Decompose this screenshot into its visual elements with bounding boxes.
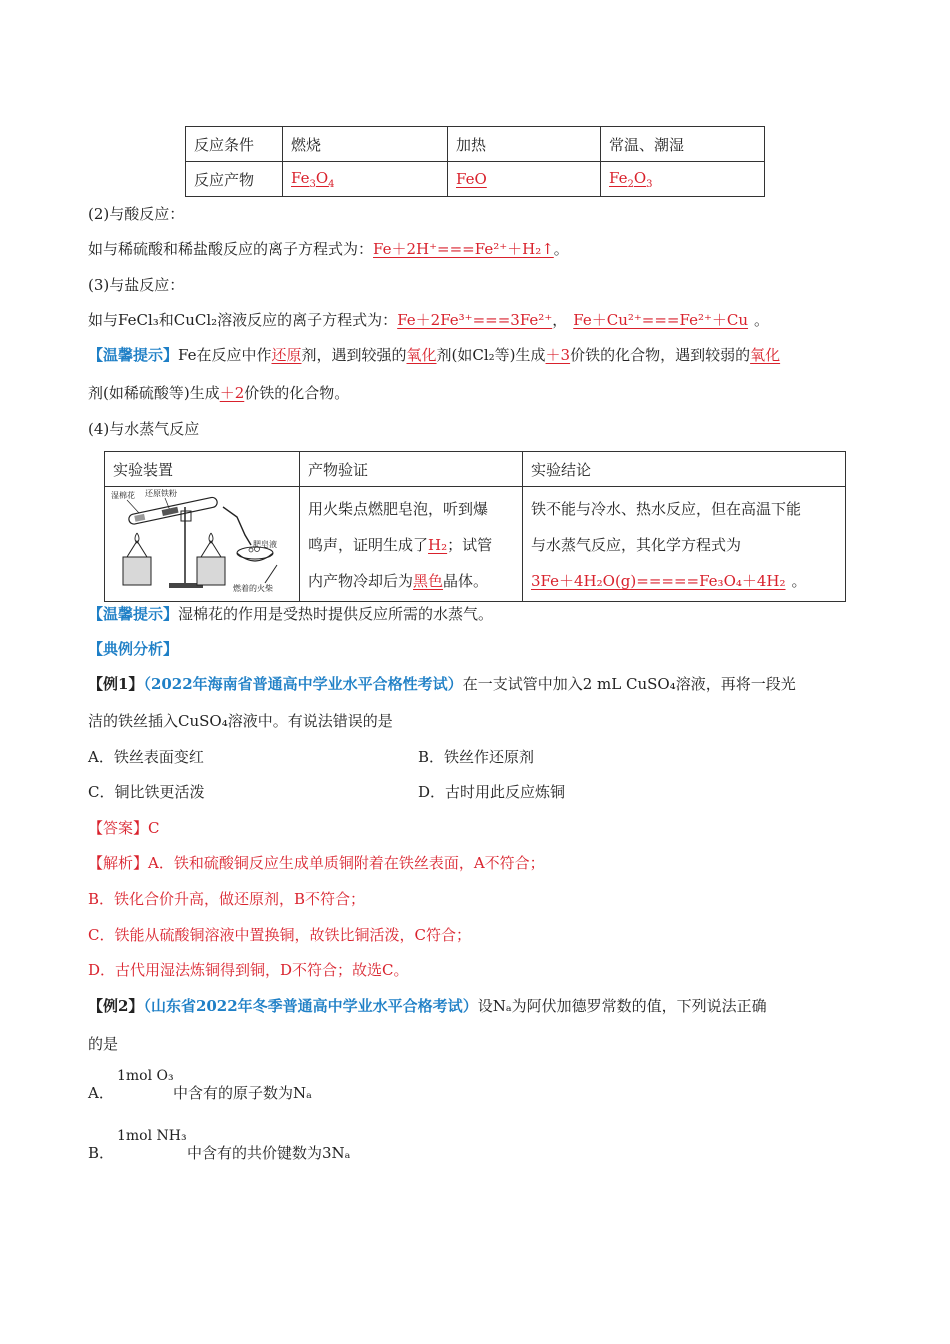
example-source: （山东省2022年冬季普通高中学业水平合格考试）	[143, 997, 478, 1015]
apparatus-figure-cell	[105, 487, 300, 602]
table-cell: 燃烧	[283, 127, 448, 162]
acid-text: 如与稀硫酸和稀盐酸反应的离子方程式为：	[88, 240, 374, 258]
figure-label: 还原铁粉	[145, 489, 177, 498]
product-verification-cell	[300, 487, 523, 602]
ex1-option-d: D．古时用此反应炼铜	[418, 783, 566, 801]
tip-text: 剂(如稀硫酸等)生成	[88, 384, 220, 402]
ex2-option-a-formula: 1mol O₃	[117, 1068, 174, 1084]
explanation-text: A．铁和硫酸铜反应生成单质铜附着在铁丝表面，A不符合；	[148, 854, 545, 872]
table-header: 产物验证	[300, 452, 523, 487]
salt-eq2: Fe＋Cu²⁺===Fe²⁺＋Cu	[573, 311, 749, 329]
steam-apparatus-figure	[105, 487, 299, 597]
table-cell: 反应产物	[186, 162, 283, 197]
tip-text: 剂(如Cl₂等)生成	[436, 346, 546, 364]
answer-value: C	[148, 819, 160, 837]
example-label: 【例2】	[88, 997, 144, 1015]
verify-line	[308, 563, 514, 599]
analysis-heading: 【典例分析】	[88, 640, 179, 658]
steam-experiment-table	[104, 451, 846, 602]
example-label: 【例1】	[88, 675, 144, 693]
ex2-option-a-text: 中含有的原子数为Nₐ	[173, 1084, 312, 1102]
product-fe3o4: $Fe_3O_4$	[283, 162, 448, 197]
ex1-explanation-3: C．铁能从硫酸铜溶液中置换铜，故铁比铜活泼，C符合；	[88, 926, 471, 944]
ex2-option-b-letter: B．	[88, 1144, 115, 1162]
ex1-answer	[88, 817, 160, 838]
verify-text: 内产物冷却后为	[308, 572, 414, 590]
salt-heading: (3)与盐反应：	[88, 276, 185, 294]
tip-answer: 氧化	[750, 346, 781, 364]
conclusion-line: 铁不能与冷水、热水反应，但在高温下能	[531, 500, 802, 518]
ex2-option-a-letter: A．	[88, 1084, 114, 1102]
verify-answer-black: 黑色	[413, 572, 444, 590]
table-header: 实验结论	[523, 452, 846, 487]
salt-line	[88, 309, 769, 330]
tip-answer: ＋3	[545, 346, 571, 364]
product-feo: FeO	[448, 162, 601, 197]
tip-text: 价铁的化合物，遇到较弱的	[570, 346, 751, 364]
period: 。	[553, 240, 569, 258]
table-cell: 加热	[448, 127, 601, 162]
verify-line	[308, 527, 514, 563]
tip1-line1	[88, 344, 780, 365]
verify-line: 用火柴点燃肥皂泡，听到爆	[308, 500, 489, 518]
verify-text: 晶体。	[443, 572, 489, 590]
verify-text: ；试管	[447, 536, 493, 554]
reaction-conditions-table	[185, 126, 765, 197]
period: 。	[791, 572, 807, 590]
table-cell: 反应条件	[186, 127, 283, 162]
period: 。	[754, 311, 770, 329]
ex1-explanation-4: D．古代用湿法炼铜得到铜，D不符合；故选C。	[88, 961, 409, 979]
ex1-question-line2: 洁的铁丝插入CuSO₄溶液中。有说法错误的是	[88, 712, 393, 730]
acid-heading: (2)与酸反应：	[88, 205, 185, 223]
tip-label: 【温馨提示】	[88, 346, 179, 364]
ex1-option-a: A．铁丝表面变红	[88, 748, 204, 766]
tip1-line2	[88, 382, 349, 403]
ex2-question-line2: 的是	[88, 1035, 119, 1053]
conclusion-line: 与水蒸气反应，其化学方程式为	[531, 536, 742, 554]
tip-answer: 还原	[271, 346, 302, 364]
tip-answer: 氧化	[406, 346, 437, 364]
comma: ，	[552, 311, 568, 329]
tip2-line	[88, 603, 493, 624]
tip-text: 湿棉花的作用是受热时提供反应所需的水蒸气。	[178, 605, 494, 623]
table-cell: 常温、潮湿	[601, 127, 765, 162]
explanation-label: 【解析】	[88, 854, 149, 872]
ex2-option-b-formula: 1mol NH₃	[117, 1128, 187, 1144]
ex1-option-b: B．铁丝作还原剂	[418, 748, 535, 766]
tip-label: 【温馨提示】	[88, 605, 179, 623]
ex1-question-line1	[88, 673, 796, 694]
question-text: 设Nₐ为阿伏加德罗常数的值，下列说法正确	[477, 997, 767, 1015]
tip-text: 价铁的化合物。	[244, 384, 350, 402]
ex1-option-c: C．铜比铁更活泼	[88, 783, 205, 801]
acid-equation: Fe＋2H⁺===Fe²⁺＋H₂↑	[373, 240, 554, 258]
ex2-option-b-text: 中含有的共价键数为3Nₐ	[187, 1144, 351, 1162]
tip-text: 剂，遇到较强的	[301, 346, 407, 364]
figure-label: 燃着的火柴	[233, 584, 273, 593]
ex1-explanation-1	[88, 852, 545, 873]
figure-label: 肥皂液	[253, 540, 277, 549]
example-source: （2022年海南省普通高中学业水平合格性考试）	[143, 675, 463, 693]
acid-line	[88, 238, 569, 259]
table-header: 实验装置	[105, 452, 300, 487]
conclusion-line	[531, 563, 837, 599]
salt-eq1: Fe＋2Fe³⁺===3Fe²⁺	[397, 311, 553, 329]
verify-answer-h2: H₂	[428, 536, 448, 554]
conclusion-equation: 3Fe＋4H₂O(g)=====Fe₃O₄＋4H₂	[531, 572, 786, 590]
figure-label: 湿棉花	[111, 491, 135, 500]
ex2-question-line1	[88, 995, 767, 1016]
tip-answer: ＋2	[219, 384, 245, 402]
verify-text: 鸣声，证明生成了	[308, 536, 429, 554]
answer-label: 【答案】	[88, 819, 149, 837]
question-text: 在一支试管中加入2 mL CuSO₄溶液，再将一段光	[462, 675, 796, 693]
conclusion-cell	[523, 487, 846, 602]
steam-heading: (4)与水蒸气反应	[88, 420, 200, 438]
tip-text: Fe在反应中作	[178, 346, 272, 364]
product-fe2o3: $Fe_2O_3$	[601, 162, 765, 197]
salt-text: 如与FeCl₃和CuCl₂溶液反应的离子方程式为：	[88, 311, 398, 329]
ex1-explanation-2: B．铁化合价升高，做还原剂，B不符合；	[88, 890, 366, 908]
